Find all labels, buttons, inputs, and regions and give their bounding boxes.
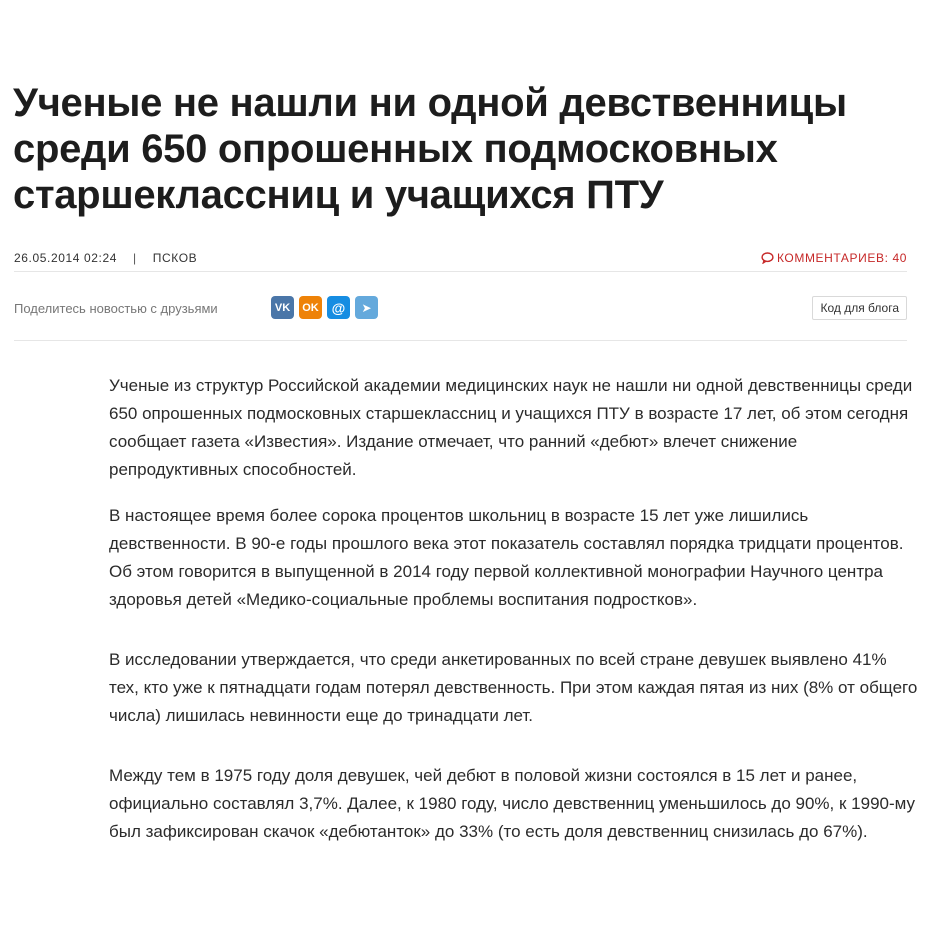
article-meta [14,250,907,268]
article-paragraph: Ученые из структур Российской академии медицинских наук не нашли ни одной девственницы среди 650 опрошенных подмосковных старшеклассниц и учащихся ПТУ в возрасте 17 лет, об этом сегодня сообщает газета «Известия». Издание отмечает, что ранний «дебют» влечет снижение репродуктивных способностей. [109,376,913,479]
share-label: Поделитесь новостью с друзьями [14,301,218,316]
meta-separator: | [133,251,137,265]
meta-divider [14,271,907,272]
comments-count: КОММЕНТАРИЕВ: 40 [776,251,907,265]
blog-code-button[interactable]: Код для блога [812,296,907,320]
article-paragraph: В настоящее время более сорока процентов школьниц в возрасте 15 лет уже лишились девственности. В 90-е годы прошлого века этот показатель составлял порядка тридцати процентов. Об этом говорится в выпущенной в 2014 году первой коллективной монографии Научного центра здоровья детей «Медико-социальные проблемы воспитания подростков». [109,506,904,609]
odnoklassniki-icon[interactable]: OK [299,296,322,319]
telegram-icon[interactable]: ➤ [355,296,378,319]
vk-icon[interactable]: VK [271,296,294,319]
article-paragraph: В исследовании утверждается, что среди анкетированных по всей стране девушек выявлено 41% тех, кто уже к пятнадцати годам потерял девственность. При этом каждая пятая из них (8% от общего числа) лишилась невинности еще до тринадцати лет. [109,650,918,725]
comment-icon [761,252,774,264]
article-meta-left [14,251,197,265]
article-body [109,372,919,846]
moimir-icon[interactable]: @ [327,296,350,319]
region-link[interactable]: ПСКОВ [152,251,198,265]
share-divider [14,340,907,341]
share-row [14,296,907,322]
publish-date: 26.05.2014 02:24 [14,251,118,265]
comments-link[interactable] [761,251,907,265]
article-headline: Ученые не нашли ни одной девственницы среди 650 опрошенных подмосковных старшеклассниц и учащихся ПТУ [13,81,847,217]
share-icons [271,296,378,319]
article-paragraph: Между тем в 1975 году доля девушек, чей дебют в половой жизни состоялся в 15 лет и ранее, официально составлял 3,7%. Далее, к 1980 году, число девственниц уменьшилось до 90%, к 1990-му был зафиксирован скачок «дебютанток» до 33% (то есть доля девственниц снизилась до 67%). [109,766,916,841]
